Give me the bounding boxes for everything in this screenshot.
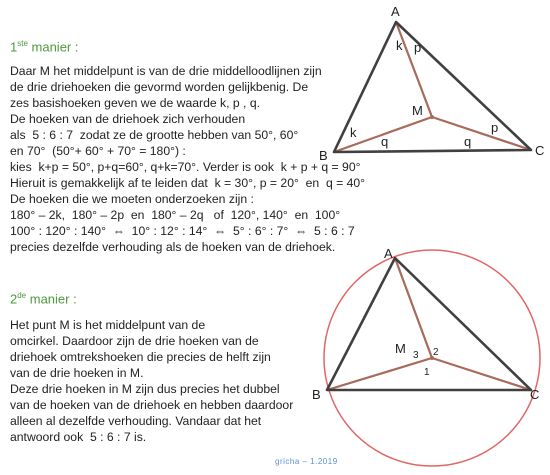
text-line: zes basishoeken geven we de waarde k, p , q. xyxy=(10,96,260,110)
d2-label-C: C xyxy=(530,387,540,402)
text-line: precies dezelfde verhouding als de hoeken van de driehoek. xyxy=(10,240,336,254)
d2-angle-3: 3 xyxy=(413,350,419,361)
d1-label-A: A xyxy=(391,4,400,19)
d1-label-M: M xyxy=(412,103,423,118)
d1-angle-p-top: p xyxy=(414,40,422,55)
d1-angle-p-right: p xyxy=(491,120,499,135)
method1-heading: 1ste manier : xyxy=(10,39,79,55)
d1-triangle xyxy=(334,22,531,152)
text-line: 100° : 120° : 140° ⇔ 10° : 12° : 14° ⇔ 5° : 6° : 7° ⇔ 5 : 6 : 7 xyxy=(10,224,355,238)
d1-angle-q-right: q xyxy=(464,134,472,149)
d1-label-C: C xyxy=(535,143,545,158)
d2-angle-1: 1 xyxy=(424,367,430,378)
text-line: kies k+p = 50°, p+q=60°, q+k=70°. Verder is ook k + p + q = 90° xyxy=(10,160,361,174)
d1-angle-q-left: q xyxy=(381,134,389,149)
text-line: De hoeken van de driehoek zich verhouden xyxy=(10,112,246,126)
text-line: Daar M het middelpunt is van de drie middelloodlijnen zijn xyxy=(10,64,322,78)
d1-point-M xyxy=(430,115,434,119)
text-line: van de drie hoeken in M. xyxy=(10,366,144,380)
text-line: Deze drie hoeken in M zijn dus precies het dubbel xyxy=(10,382,280,396)
text-line: van de hoeken van de driehoek en hebben daardoor xyxy=(10,398,294,412)
method2-heading: 2de manier : xyxy=(10,291,77,307)
text-line: omcirkel. Daardoor zijn de drie hoeken van de xyxy=(10,334,259,348)
d1-angle-k-left: k xyxy=(350,125,357,140)
d1-line-CM xyxy=(432,117,531,150)
diagram1 xyxy=(319,4,544,163)
text-line: en 70° (50°+ 60° + 70° = 180°) : xyxy=(10,144,186,158)
d2-angle-2: 2 xyxy=(433,347,439,358)
text-line: de drie driehoeken die gevormd worden gelijkbenig. De xyxy=(10,80,309,94)
d2-label-A: A xyxy=(384,246,393,261)
text-line: Hieruit is gemakkelijk af te leiden dat k = 30°, p = 20° en q = 40° xyxy=(10,176,366,190)
text-line: 180° – 2k, 180° – 2p en 180° – 2q of 120°, 140° en 100° xyxy=(10,208,341,222)
text-line: driehoek omtrekshoeken die precies de helft zijn xyxy=(10,350,271,364)
text-line: Het punt M is het middelpunt van de xyxy=(10,318,206,332)
text-line: als 5 : 6 : 7 zodat ze de grootte hebben van 50°, 60° xyxy=(10,128,299,142)
text-line: alleen al dezelfde verhouding. Vandaar dat het xyxy=(10,414,262,428)
text-line: antwoord ook 5 : 6 : 7 is. xyxy=(10,430,147,444)
d2-line-BM xyxy=(327,358,432,390)
text-line: De hoeken die we moeten onderzoeken zijn : xyxy=(10,192,254,206)
diagram2 xyxy=(312,246,540,466)
d1-label-B: B xyxy=(319,148,328,163)
d1-angle-k-top: k xyxy=(396,38,403,53)
d2-label-B: B xyxy=(312,387,321,402)
d2-label-M: M xyxy=(395,341,406,356)
footer-credit: gricha – 1.2019 xyxy=(275,457,338,466)
